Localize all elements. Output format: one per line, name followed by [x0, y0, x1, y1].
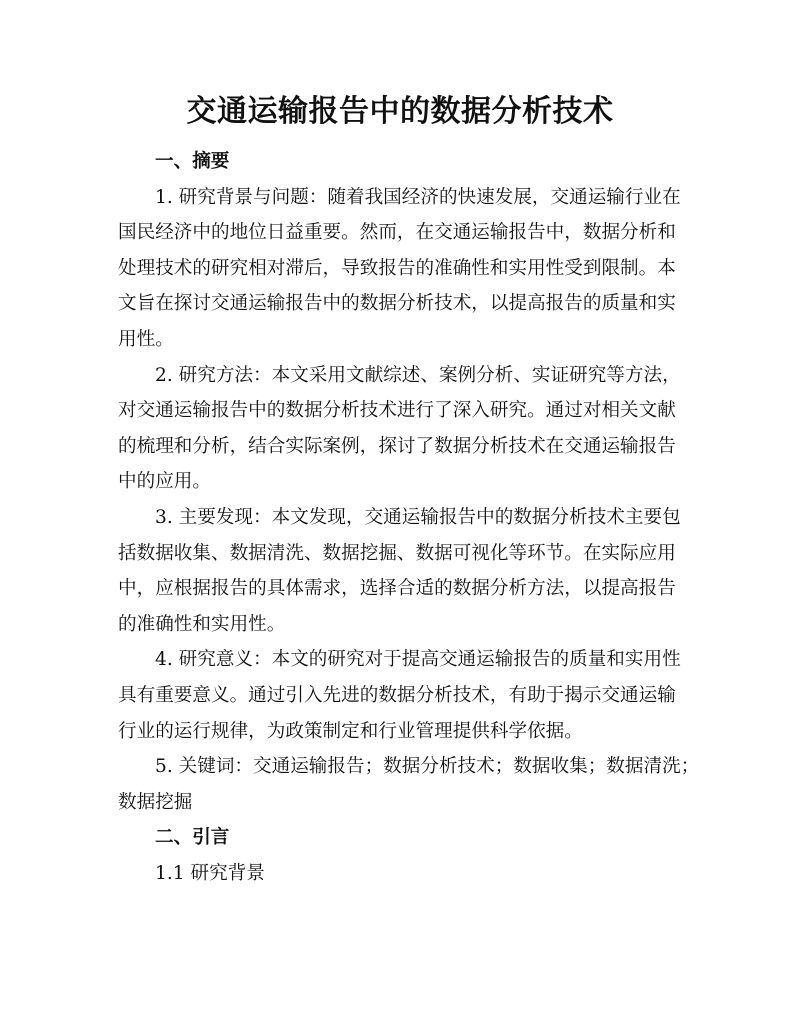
- abstract-paragraph: [118, 358, 688, 500]
- abstract-paragraph: [118, 642, 688, 749]
- paragraph-line: 中，应根据报告的具体需求，选择合适的数据分析方法，以提高报告: [118, 578, 676, 600]
- paragraph-line: 对交通运输报告中的数据分析技术进行了深入研究。通过对相关文献: [118, 400, 676, 422]
- document-body: [118, 144, 700, 891]
- section-heading-abstract: 一、摘要: [155, 151, 230, 172]
- paragraph-line: 行业的运行规律，为政策制定和行业管理提供科学依据。: [118, 720, 583, 742]
- paragraph-line: 的准确性和实用性。: [118, 613, 286, 635]
- paragraph-line: 1. 研究背景与问题：随着我国经济的快速发展，交通运输行业在: [155, 186, 681, 208]
- abstract-paragraph: [118, 500, 688, 642]
- abstract-paragraphs: [118, 180, 700, 821]
- paragraph-line: 用性。: [118, 328, 174, 350]
- paragraph-line: 的梳理和分析，结合实际案例，探讨了数据分析技术在交通运输报告: [118, 435, 676, 457]
- paragraph-line: 括数据收集、数据清洗、数据挖掘、数据可视化等环节。在实际应用: [118, 542, 676, 564]
- paragraph-line: 5. 关键词：交通运输报告；数据分析技术；数据收集；数据清洗；: [155, 756, 700, 778]
- paragraph-line: 中的应用。: [118, 471, 211, 493]
- paragraph-line: 4. 研究意义：本文的研究对于提高交通运输报告的质量和实用性: [155, 649, 681, 671]
- section-heading-introduction: 二、引言: [155, 827, 230, 849]
- paragraph-line: 2. 研究方法：本文采用文献综述、案例分析、实证研究等方法，: [155, 364, 681, 386]
- paragraph-line: 文旨在探讨交通运输报告中的数据分析技术，以提高报告的质量和实: [118, 293, 676, 315]
- paragraph-line: 国民经济中的地位日益重要。然而，在交通运输报告中，数据分析和: [118, 222, 676, 244]
- document-title: 交通运输报告中的数据分析技术: [186, 94, 614, 129]
- paragraph-line: 处理技术的研究相对滞后，导致报告的准确性和实用性受到限制。本: [118, 257, 676, 279]
- subsection-heading-research-background: 1.1 研究背景: [155, 862, 265, 884]
- paragraph-line: 数据挖掘: [118, 791, 193, 813]
- abstract-paragraph: [118, 749, 700, 820]
- paragraph-line: 3. 主要发现：本文发现，交通运输报告中的数据分析技术主要包: [155, 506, 681, 528]
- paragraph-line: 具有重要意义。通过引入先进的数据分析技术，有助于揭示交通运输: [118, 684, 676, 706]
- abstract-paragraph: [118, 180, 688, 358]
